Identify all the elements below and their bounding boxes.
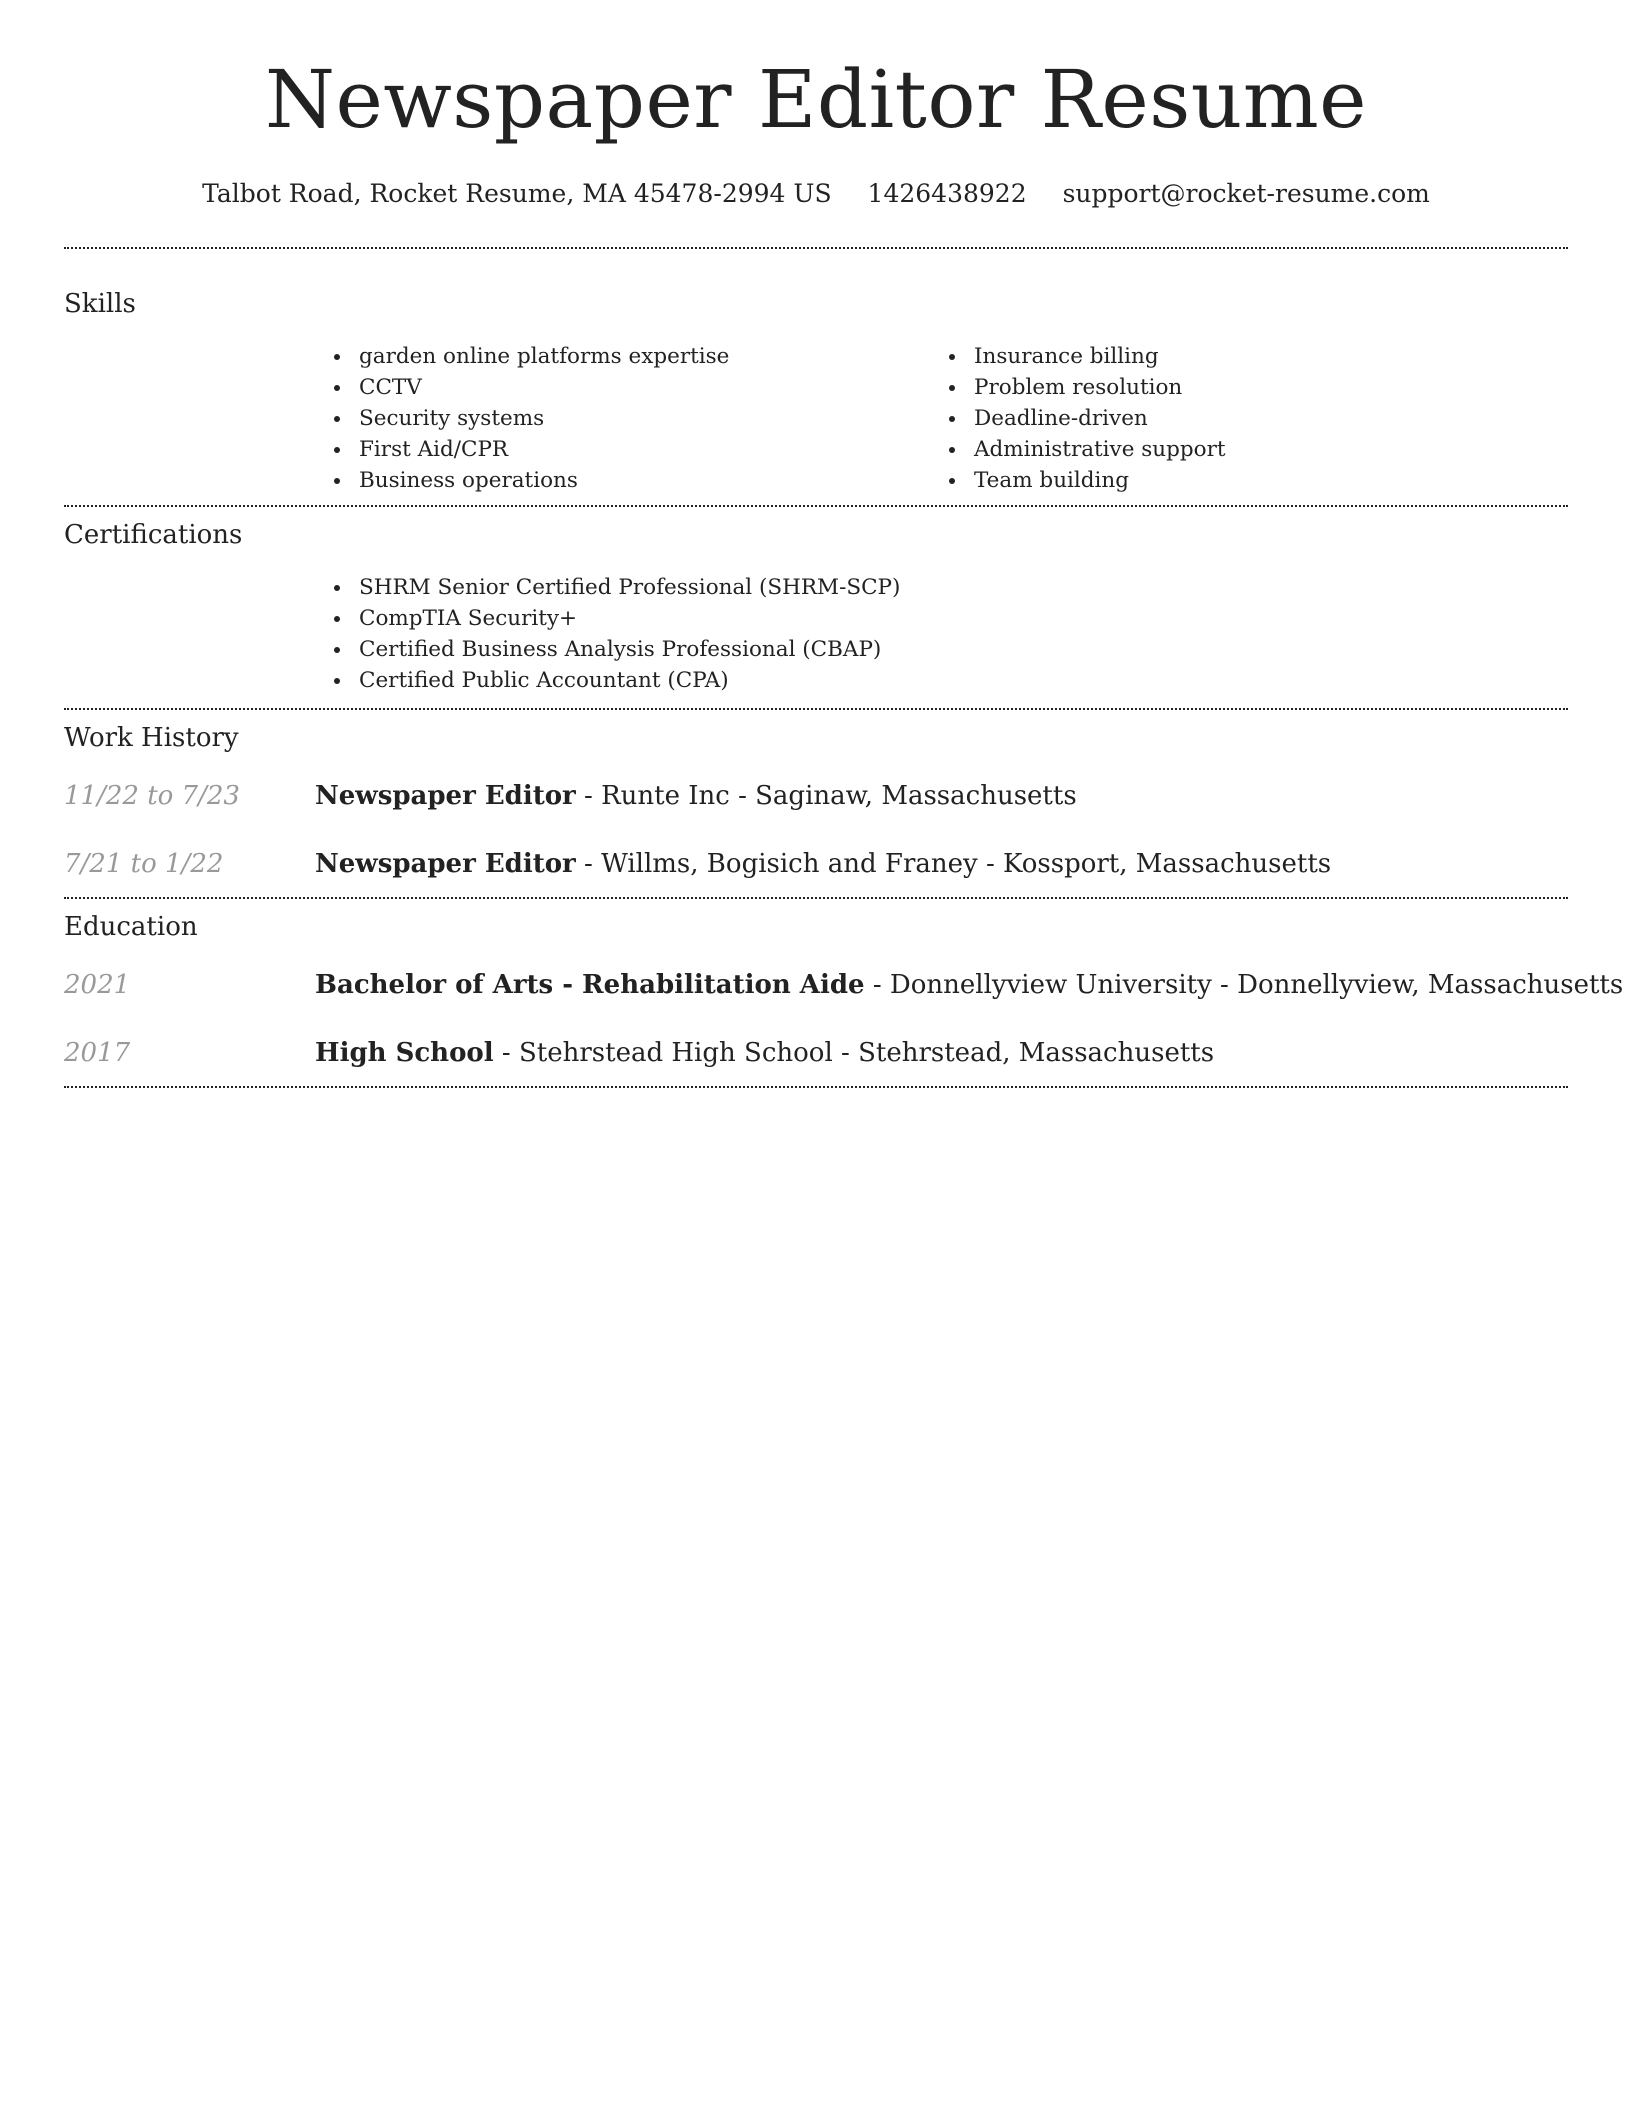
work-detail: [315, 779, 1077, 813]
skills-list-right: [946, 341, 1226, 496]
list-item: First Aid/CPR: [331, 434, 729, 465]
list-item: garden online platforms expertise: [331, 341, 729, 372]
work-title: Newspaper Editor: [315, 781, 576, 811]
education-degree: Bachelor of Arts - Rehabilitation Aide: [315, 970, 865, 1000]
resume-header: [0, 0, 1632, 210]
divider: [64, 897, 1568, 899]
list-item: SHRM Senior Certified Professional (SHRM-SCP): [331, 572, 900, 603]
contact-email: support@rocket-resume.com: [1062, 179, 1430, 208]
education-entry: [0, 968, 1632, 1036]
list-item: Deadline-driven: [946, 403, 1226, 434]
skills-section: [0, 341, 1632, 501]
list-item: CCTV: [331, 372, 729, 403]
list-item: Administrative support: [946, 434, 1226, 465]
list-item: Certified Business Analysis Professional (CBAP): [331, 634, 900, 665]
list-item: Security systems: [331, 403, 729, 434]
work-company: - Willms, Bogisich and Franey - Kossport, Massachusetts: [575, 849, 1332, 879]
work-detail: [315, 847, 1331, 881]
education-date: 2017: [64, 1038, 131, 1068]
education-section: [0, 968, 1632, 1086]
certifications-section: [0, 572, 1632, 700]
education-degree: High School: [315, 1038, 494, 1068]
education-heading: Education: [64, 912, 198, 942]
work-history-heading: Work History: [64, 723, 239, 753]
education-entry: [0, 1036, 1632, 1086]
certifications-heading: Certifications: [64, 520, 243, 550]
education-detail: [315, 1036, 1214, 1070]
work-company: - Runte Inc - Saginaw, Massachusetts: [575, 781, 1077, 811]
work-date: 11/22 to 7/23: [64, 781, 240, 811]
list-item: Certified Public Accountant (CPA): [331, 665, 900, 696]
divider: [64, 708, 1568, 710]
list-item: Team building: [946, 465, 1226, 496]
work-date: 7/21 to 1/22: [64, 849, 224, 879]
education-date: 2021: [64, 970, 131, 1000]
work-title: Newspaper Editor: [315, 849, 576, 879]
work-history-section: [0, 779, 1632, 897]
divider: [64, 1086, 1568, 1088]
divider: [64, 247, 1568, 249]
education-school: - Stehrstead High School - Stehrstead, Massachusetts: [493, 1038, 1215, 1068]
education-detail: [315, 968, 1623, 1002]
work-entry: [0, 779, 1632, 847]
certifications-list: [331, 572, 900, 696]
skills-list-left: [331, 341, 729, 496]
list-item: Problem resolution: [946, 372, 1226, 403]
work-entry: [0, 847, 1632, 897]
education-school: - Donnellyview University - Donnellyview, Massachusetts: [864, 970, 1624, 1000]
divider: [64, 505, 1568, 507]
page-title: Newspaper Editor Resume: [264, 53, 1368, 146]
contact-address: Talbot Road, Rocket Resume, MA 45478-2994 US: [202, 179, 832, 208]
list-item: Insurance billing: [946, 341, 1226, 372]
skills-heading: Skills: [64, 289, 136, 319]
list-item: CompTIA Security+: [331, 603, 900, 634]
contact-info: [0, 178, 1632, 210]
list-item: Business operations: [331, 465, 729, 496]
contact-phone: 1426438922: [867, 179, 1027, 208]
